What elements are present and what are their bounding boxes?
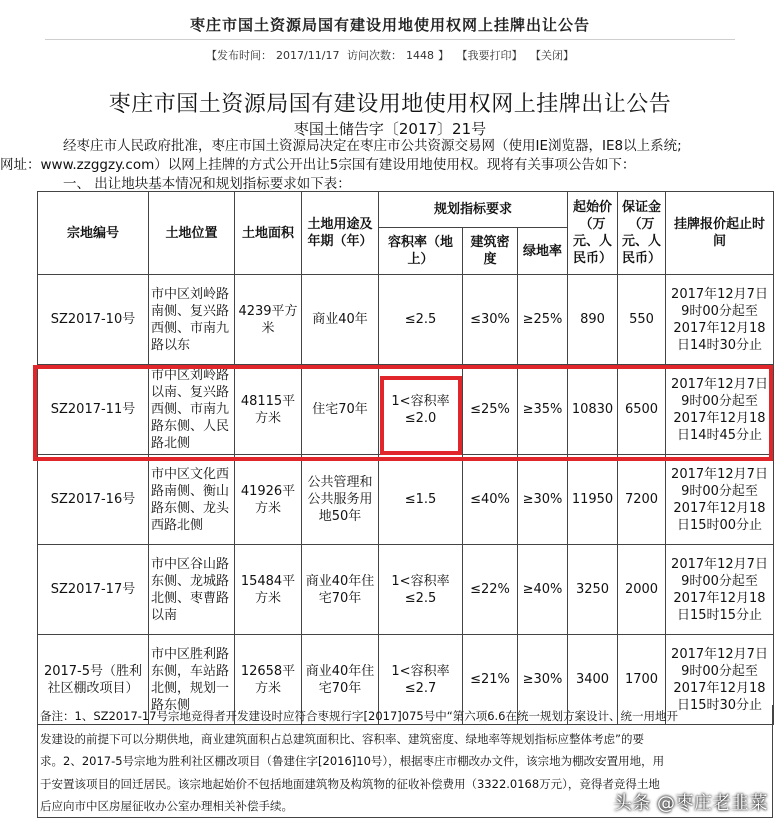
parcel-density: ≤21%	[463, 635, 518, 725]
parcel-deposit: 7200	[618, 455, 666, 545]
remark-line: 求。2、2017-5号宗地为胜利社区棚改项目（鲁建住字[2016]10号），根据枣庄市棚改办文件，该宗地为棚改安置用地，用	[40, 754, 665, 768]
intro-line-1: 经枣庄市人民政府批准，枣庄市国土资源局决定在枣庄市公共资源交易网（使用IE浏览器，IE8以上系统;	[63, 138, 682, 154]
parcel-far: ≤1.5	[379, 455, 463, 545]
remark-line: 备注：1、SZ2017-17号宗地竞得者开发建设时应符合枣规行字[2017]075号中“第六项6.6在统一规划方案设计、统一用地开	[40, 709, 678, 723]
parcel-location: 市中区胜利路东侧，车站路北侧，规划一路东侧	[149, 635, 235, 725]
parcel-location: 市中区谷山路东侧、龙城路北侧、枣曹路以南	[149, 545, 235, 635]
meta-line	[0, 47, 780, 63]
publish-label: 【发布时间：	[206, 49, 273, 62]
parcel-far: 1<容积率≤2.7	[379, 635, 463, 725]
parcel-area: 12658平方米	[235, 635, 302, 725]
header-parcel-id: 宗地编号	[38, 192, 149, 275]
parcel-location: 市中区文化西路南侧、衡山路东侧、龙头西路北侧	[149, 455, 235, 545]
parcel-green: ≥40%	[518, 545, 568, 635]
header-planning: 规划指标要求	[379, 192, 568, 228]
parcel-time: 2017年12月7日9时00分起至2017年12月18日15时00分止	[666, 455, 774, 545]
parcel-use: 住宅70年	[302, 365, 379, 455]
header-far: 容积率（地上）	[379, 228, 463, 275]
close-link[interactable]: 【关闭】	[529, 49, 574, 62]
section-heading: 一、 出让地块基本情况和规划指标要求如下表：	[63, 176, 351, 192]
parcel-price: 3250	[568, 545, 618, 635]
intro-paragraph	[0, 137, 780, 194]
parcel-use: 商业40年住宅70年	[302, 635, 379, 725]
parcel-deposit: 6500	[618, 365, 666, 455]
parcel-time: 2017年12月7日9时00分起至2017年12月18日14时45分止	[666, 365, 774, 455]
header-location: 土地位置	[149, 192, 235, 275]
table-row	[38, 545, 774, 635]
visits-count: 1448	[405, 49, 434, 62]
header-density: 建筑密度	[463, 228, 518, 275]
meta-close-bracket: 】	[437, 49, 449, 62]
parcel-area: 41926平方米	[235, 455, 302, 545]
parcel-area: 48115平方米	[235, 365, 302, 455]
parcel-green: ≥25%	[518, 275, 568, 365]
parcel-deposit: 1700	[618, 635, 666, 725]
parcel-density: ≤40%	[463, 455, 518, 545]
parcel-green: ≥30%	[518, 635, 568, 725]
parcel-use: 公共管理和公共服务用地50年	[302, 455, 379, 545]
source-watermark: 头条 @枣庄老韭菜	[613, 793, 768, 814]
header-time: 挂牌报价起止时间	[666, 192, 774, 275]
notice-title: 枣庄市国土资源局国有建设用地使用权网上挂牌出让公告	[108, 92, 672, 117]
parcel-area: 4239平方米	[235, 275, 302, 365]
parcel-time: 2017年12月7日9时00分起至2017年12月18日15时15分止	[666, 545, 774, 635]
page-header-title: 枣庄市国土资源局国有建设用地使用权网上挂牌出让公告	[189, 16, 590, 34]
header-green: 绿地率	[518, 228, 568, 275]
parcel-id: 2017-5号（胜利社区棚改项目）	[38, 635, 149, 725]
parcel-id: SZ2017-11号	[38, 365, 149, 455]
land-parcel-table	[37, 191, 774, 725]
parcel-time: 2017年12月7日9时00分起至2017年12月18日14时30分止	[666, 275, 774, 365]
document-number: 枣国土储告字〔2017〕21号	[293, 120, 487, 138]
parcel-far: 1<容积率≤2.5	[379, 545, 463, 635]
remark-line: 后应向市中区房屋征收办公室办理相关补偿手续。	[40, 799, 293, 813]
table-row	[38, 275, 774, 365]
parcel-green: ≥30%	[518, 455, 568, 545]
parcel-price: 890	[568, 275, 618, 365]
parcel-location: 市中区刘岭路以南、复兴路西侧、市南九路东侧、人民路北侧	[149, 365, 235, 455]
parcel-id: SZ2017-16号	[38, 455, 149, 545]
parcel-area: 15484平方米	[235, 545, 302, 635]
header-start-price: 起始价（万元、人民币）	[568, 192, 618, 275]
parcel-use: 商业40年住宅70年	[302, 545, 379, 635]
parcel-far: ≤2.5	[379, 275, 463, 365]
parcel-price: 3400	[568, 635, 618, 725]
parcel-price: 10830	[568, 365, 618, 455]
header-divider	[45, 39, 735, 40]
parcel-green: ≥35%	[518, 365, 568, 455]
parcel-price: 11950	[568, 455, 618, 545]
intro-line-2: 网址：www.zzggzy.com）以网上挂牌的方式公开出让5宗国有建设用地使用权。现将有关事项公告如下：	[0, 157, 636, 173]
parcel-density: ≤25%	[463, 365, 518, 455]
parcel-id: SZ2017-10号	[38, 275, 149, 365]
parcel-deposit: 2000	[618, 545, 666, 635]
publish-time: 2017/11/17	[276, 49, 340, 62]
header-deposit: 保证金（万元、人民币）	[618, 192, 666, 275]
header-use: 土地用途及年期（年）	[302, 192, 379, 275]
visits-label: 访问次数：	[346, 49, 402, 62]
parcel-use: 商业40年	[302, 275, 379, 365]
table-row	[38, 455, 774, 545]
remark-line: 于安置该项目的回迁居民。该宗地起始价不包括地面建筑物及构筑物的征收补偿费用（3322.0168万元），竞得者竞得土地	[40, 776, 660, 791]
parcel-time: 2017年12月7日9时00分起至2017年12月18日15时30分止	[666, 635, 774, 725]
print-link[interactable]: 【我要打印】	[456, 49, 523, 62]
parcel-density: ≤30%	[463, 275, 518, 365]
remark-line: 发建设的前提下可以分期供地，商业建筑面积占总建筑面积比、容积率、建筑密度、绿地率等规划指标应整体考虑”的要	[40, 731, 644, 746]
parcel-deposit: 550	[618, 275, 666, 365]
parcel-far: 1<容积率≤2.0	[379, 365, 463, 455]
parcel-id: SZ2017-17号	[38, 545, 149, 635]
parcel-density: ≤22%	[463, 545, 518, 635]
header-area: 土地面积	[235, 192, 302, 275]
parcel-location: 市中区刘岭路南侧、复兴路西侧、市南九路以东	[149, 275, 235, 365]
table-row	[38, 365, 774, 455]
